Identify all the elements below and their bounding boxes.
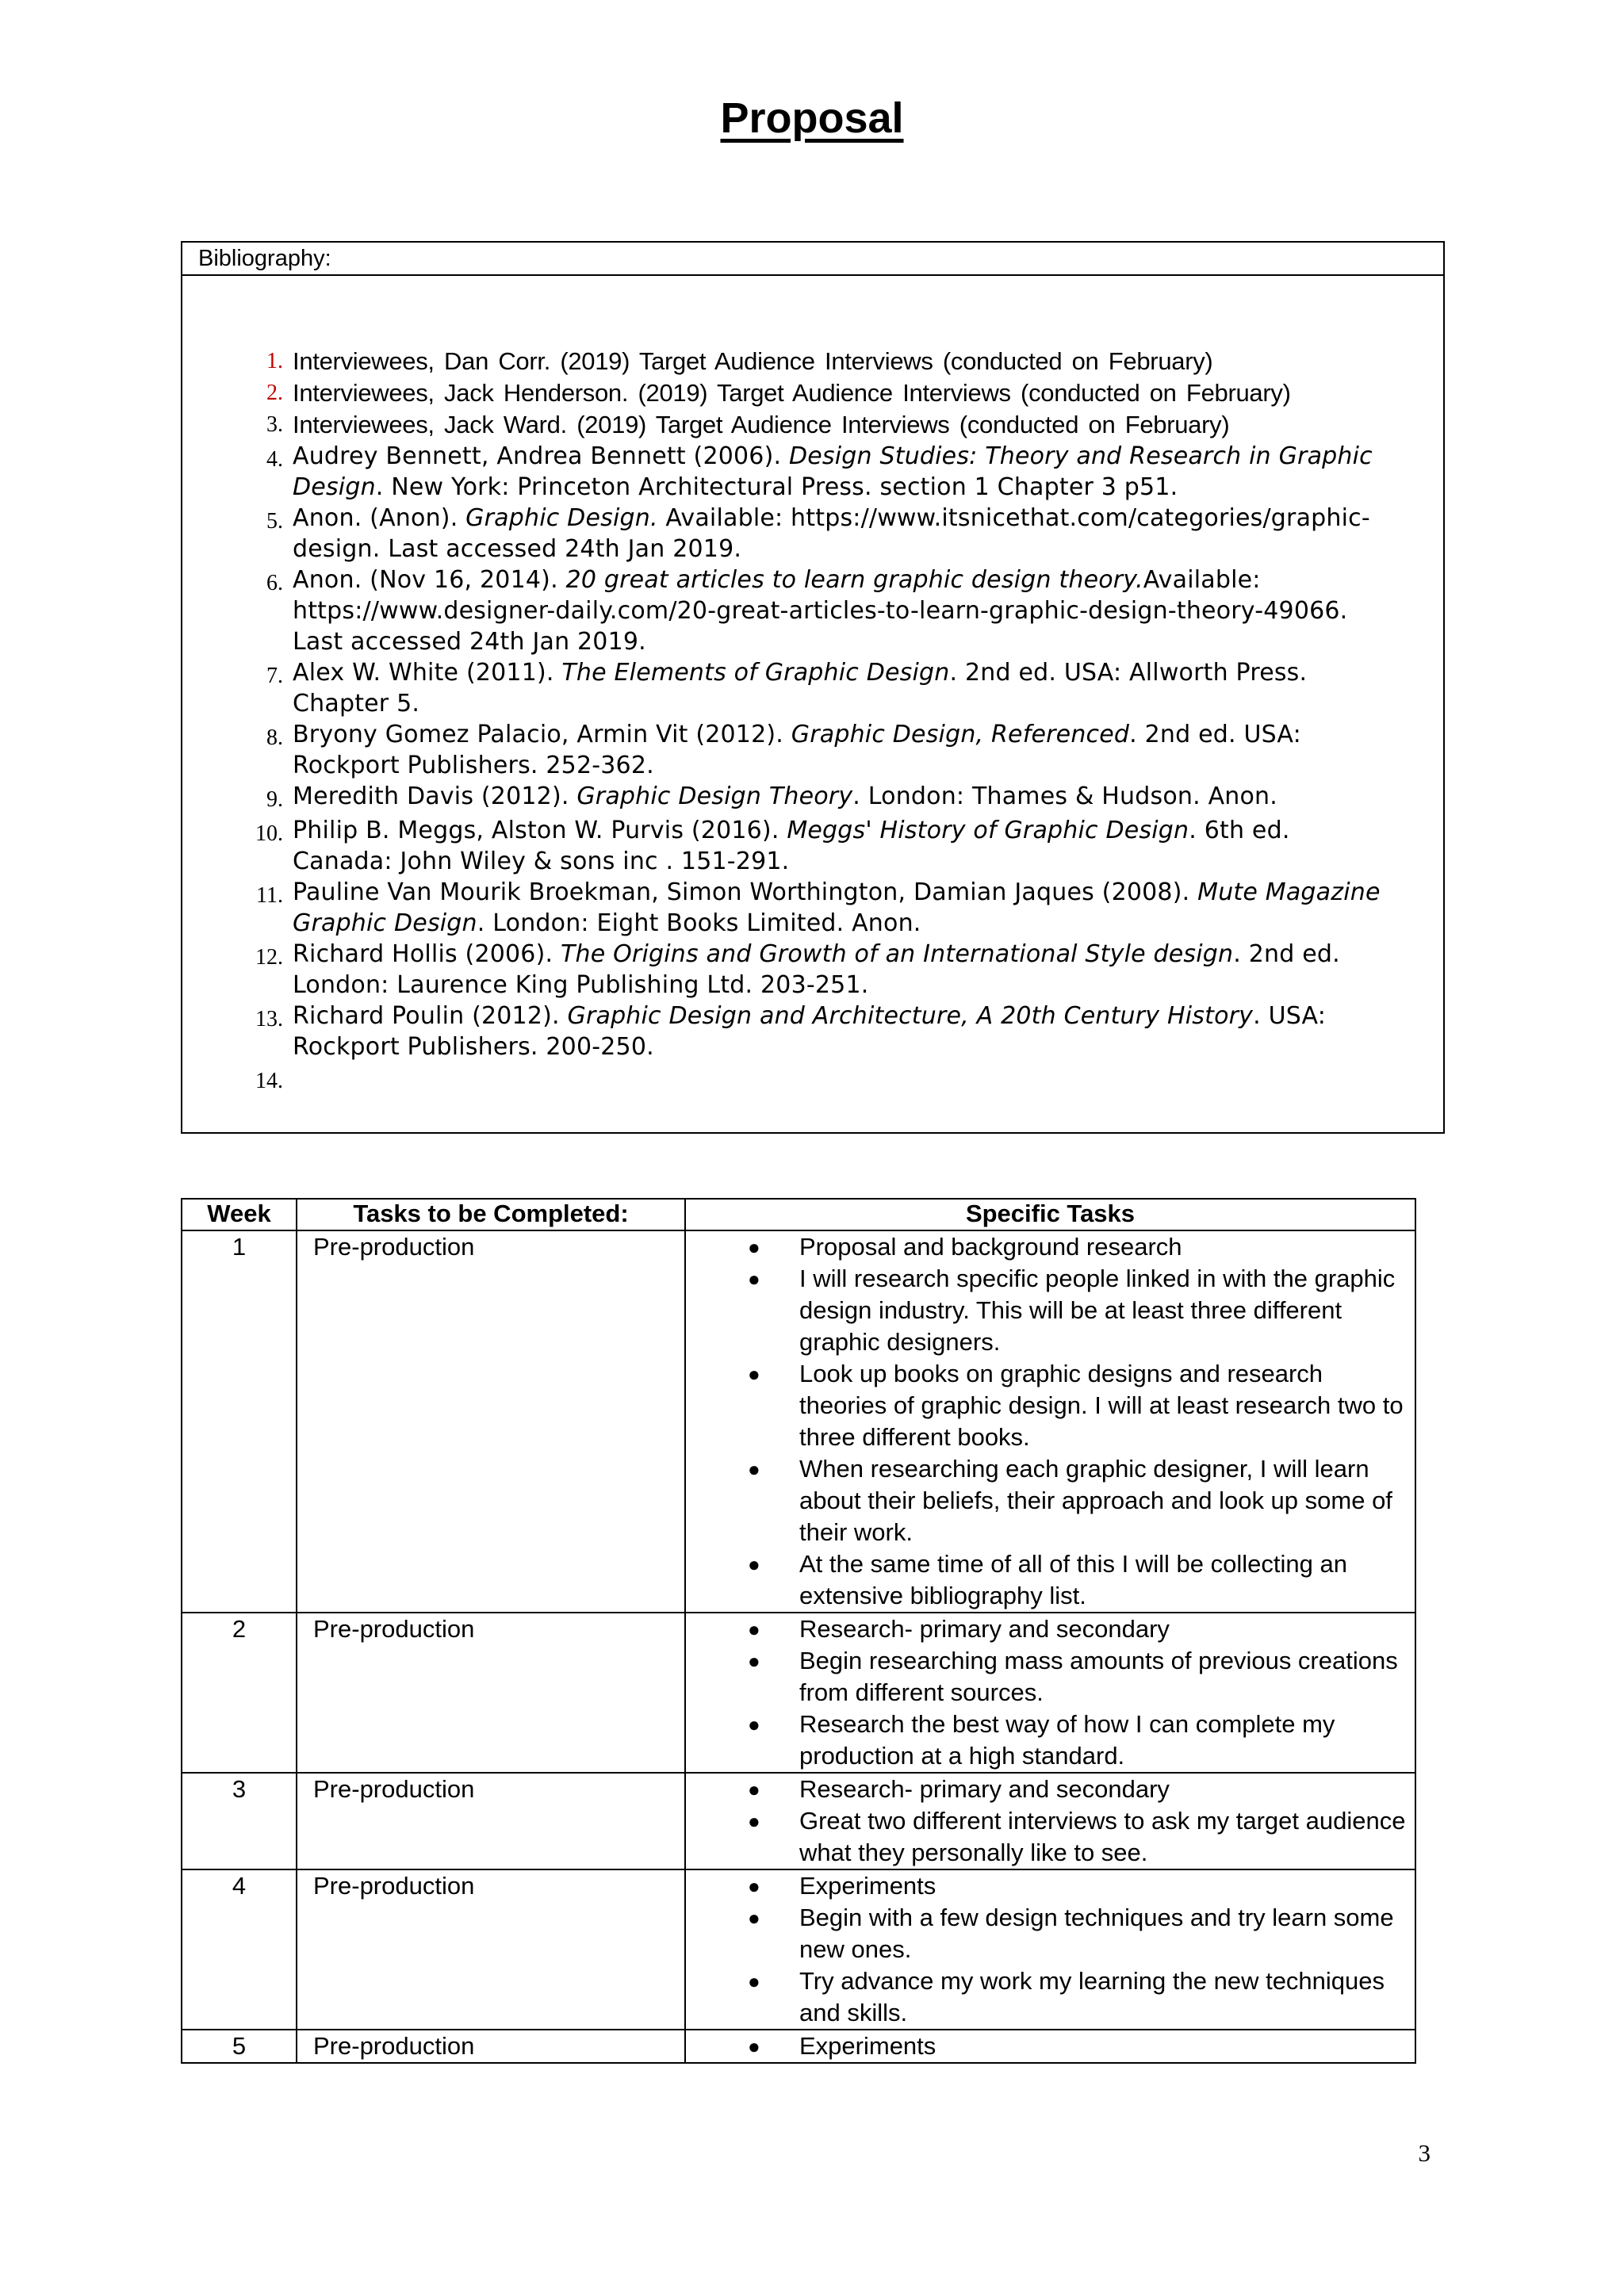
bibliography-entry-text	[293, 346, 1387, 377]
bibliography-entry-segment: . USA: Rockport Publishers. 200-250.	[293, 1002, 1327, 1061]
table-row	[182, 1773, 1415, 1869]
week-cell: 1	[182, 1230, 297, 1613]
bibliography-entry-title: Design Studies: Theory and Research in Graphic Design	[293, 442, 1373, 501]
list-item	[686, 1263, 1415, 1358]
task-cell: Pre-production	[297, 1230, 685, 1613]
specific-tasks-list	[686, 1870, 1415, 2029]
bibliography-entry-text	[293, 657, 1387, 719]
bibliography-entry-title: Meggs' History of Graphic Design	[787, 817, 1189, 844]
bibliography-entry	[182, 409, 1443, 441]
bibliography-entry-segment: Available: https://www.designer-daily.com/20-great-articles-to-learn-graphic-design-theory-49066. Last accessed 24th Jan 2019.	[293, 566, 1348, 656]
bibliography-entry-text	[293, 441, 1387, 503]
bibliography-entry-title: Graphic Design, Referenced	[791, 721, 1130, 748]
bibliography-entry-text	[293, 377, 1387, 409]
bibliography-entry-text	[293, 409, 1387, 441]
specific-task-text: Experiments	[799, 1872, 936, 1900]
bibliography-entry-title: The Elements of Graphic Design	[561, 659, 950, 687]
bibliography-entry-text	[293, 939, 1387, 1001]
bibliography-entry	[182, 719, 1443, 781]
bibliography-entry-segment: . 2nd ed. London: Laurence King Publishing Ltd. 203-251.	[293, 940, 1340, 999]
task-cell: Pre-production	[297, 1613, 685, 1773]
bibliography-entry-segment: Anon. (Anon).	[293, 504, 466, 532]
list-item	[686, 1805, 1415, 1869]
bibliography-entry-title: Graphic Design Theory	[576, 783, 853, 810]
specific-task-text: At the same time of all of this I will be collecting an extensive bibliography list.	[799, 1550, 1347, 1609]
bullet-icon: ●	[748, 1809, 760, 1833]
specific-task-text: Experiments	[799, 2032, 936, 2060]
bibliography-entry-segment: Philip B. Meggs, Alston W. Purvis (2016).	[293, 817, 787, 844]
bibliography-entry-text	[293, 564, 1387, 657]
specific-task-text: When researching each graphic designer, I will learn about their beliefs, their approach and look up some of their work.	[799, 1455, 1392, 1546]
bibliography-entry-segment: . London: Eight Books Limited. Anon.	[477, 909, 921, 937]
specific-task-text: Research- primary and secondary	[799, 1615, 1170, 1643]
list-item	[686, 1774, 1415, 1805]
bibliography-box	[181, 241, 1445, 1134]
bibliography-entry	[182, 377, 1443, 409]
bibliography-entry	[182, 657, 1443, 719]
bibliography-entry-number: 11.	[256, 883, 283, 908]
bibliography-entry-segment: Richard Poulin (2012).	[293, 1002, 568, 1030]
bibliography-entry-segment: Alex W. White (2011).	[293, 659, 562, 687]
specific-tasks-list	[686, 1231, 1415, 1612]
table-row	[182, 2030, 1415, 2063]
list-item	[686, 1870, 1415, 1902]
specific-task-text: I will research specific people linked in with the graphic design industry. This will be at least three different graphic designers.	[799, 1265, 1396, 1356]
bibliography-entry-title: 20 great articles to learn graphic design theory.	[565, 566, 1143, 594]
specific-tasks-cell	[685, 1613, 1415, 1773]
list-item	[686, 1965, 1415, 2029]
bibliography-entry-number: 2.	[266, 381, 283, 405]
bibliography-entry-title: Graphic Design and Architecture, A 20th Century History	[567, 1002, 1254, 1030]
list-item	[686, 1453, 1415, 1548]
list-item	[686, 1645, 1415, 1709]
list-item	[686, 1231, 1415, 1263]
bibliography-entry-segment: Interviewees, Jack Ward. (2019) Target Audience Interviews (conducted on February)	[293, 411, 1230, 438]
bibliography-entry-text	[293, 877, 1387, 939]
bibliography-entry	[182, 346, 1443, 377]
bullet-icon: ●	[748, 1617, 760, 1641]
tasks-table	[181, 1198, 1416, 2064]
page-title: Proposal	[720, 94, 904, 142]
bibliography-entry-segment: . 2nd ed. USA: Allworth Press. Chapter 5.	[293, 659, 1308, 718]
bibliography-entry-number: 10.	[255, 821, 283, 846]
bibliography-entry-number: 14.	[255, 1069, 283, 1093]
bibliography-entry-title: Mute Magazine Graphic Design	[293, 878, 1381, 937]
bibliography-entry-text	[293, 719, 1387, 781]
specific-task-text: Research- primary and secondary	[799, 1775, 1170, 1803]
bibliography-entry-number: 1.	[266, 349, 283, 373]
week-cell: 2	[182, 1613, 297, 1773]
bibliography-entry-segment: . London: Thames & Hudson. Anon.	[852, 783, 1278, 810]
bibliography-entry	[182, 564, 1443, 657]
bibliography-entry-number: 4.	[266, 447, 283, 472]
specific-task-text: Research the best way of how I can complete my production at a high standard.	[799, 1710, 1335, 1770]
specific-task-text: Try advance my work my learning the new techniques and skills.	[799, 1967, 1385, 2026]
bibliography-list	[182, 346, 1443, 1096]
bibliography-entry	[182, 877, 1443, 939]
table-row	[182, 1613, 1415, 1773]
bibliography-entry-segment: Available: https://www.itsnicethat.com/categories/graphic-design. Last accessed 24th Jan 2019.	[293, 504, 1370, 563]
bibliography-entry	[182, 1001, 1443, 1062]
bibliography-entry	[182, 441, 1443, 503]
bibliography-entry-number: 9.	[266, 787, 283, 812]
bibliography-entry-segment: Interviewees, Jack Henderson. (2019) Target Audience Interviews (conducted on February)	[293, 379, 1291, 407]
specific-task-text: Begin researching mass amounts of previous creations from different sources.	[799, 1647, 1398, 1706]
week-cell: 3	[182, 1773, 297, 1869]
bibliography-entry-segment: Pauline Van Mourik Broekman, Simon Worthington, Damian Jaques (2008).	[293, 878, 1198, 906]
bullet-icon: ●	[748, 1552, 760, 1576]
page-number: 3	[1418, 2139, 1431, 2167]
bullet-icon: ●	[748, 1906, 760, 1930]
bullet-icon: ●	[748, 1777, 760, 1801]
bibliography-entry-text	[293, 1062, 1387, 1096]
list-item	[686, 1709, 1415, 1772]
bibliography-entry-number: 12.	[255, 945, 283, 970]
bibliography-entry	[182, 503, 1443, 564]
task-cell: Pre-production	[297, 1869, 685, 2030]
table-row	[182, 1869, 1415, 2030]
specific-tasks-cell	[685, 2030, 1415, 2063]
list-item	[686, 1358, 1415, 1453]
bullet-icon: ●	[748, 1235, 760, 1259]
bibliography-entry-number: 5.	[266, 509, 283, 534]
bullet-icon: ●	[748, 1267, 760, 1291]
specific-task-text: Proposal and background research	[799, 1233, 1182, 1261]
bibliography-entry-number: 7.	[266, 664, 283, 688]
bibliography-entry-segment: Bryony Gomez Palacio, Armin Vit (2012).	[293, 721, 791, 748]
bibliography-entry-segment: . 2nd ed. USA: Rockport Publishers. 252-362.	[293, 721, 1301, 779]
bibliography-entry-title: The Origins and Growth of an International Style design	[560, 940, 1234, 968]
bibliography-entry-segment: Richard Hollis (2006).	[293, 940, 561, 968]
bibliography-entry	[182, 815, 1443, 877]
bullet-icon: ●	[748, 1874, 760, 1898]
list-item	[686, 1902, 1415, 1965]
list-item	[686, 1613, 1415, 1645]
specific-task-text: Great two different interviews to ask my target audience what they personally like to see.	[799, 1807, 1406, 1866]
bibliography-heading: Bibliography:	[182, 243, 1443, 276]
bibliography-entry-segment: Interviewees, Dan Corr. (2019) Target Audience Interviews (conducted on February)	[293, 347, 1213, 375]
header-week: Week	[182, 1199, 297, 1230]
bibliography-entry-segment: . 6th ed. Canada: John Wiley & sons inc . 151-291.	[293, 817, 1290, 875]
bullet-icon: ●	[748, 1712, 760, 1736]
specific-tasks-cell	[685, 1230, 1415, 1613]
week-cell: 4	[182, 1869, 297, 2030]
list-item	[686, 2030, 1415, 2062]
task-cell: Pre-production	[297, 2030, 685, 2063]
bibliography-entry	[182, 781, 1443, 815]
bullet-icon: ●	[748, 2034, 760, 2058]
specific-tasks-list	[686, 1613, 1415, 1772]
bibliography-entry-title: Graphic Design.	[465, 504, 658, 532]
bibliography-entry-segment: . New York: Princeton Architectural Press. section 1 Chapter 3 p51.	[375, 473, 1178, 501]
list-item	[686, 1548, 1415, 1612]
bibliography-entry-number: 6.	[266, 571, 283, 595]
bibliography-entry	[182, 939, 1443, 1001]
bibliography-entry-number: 3.	[266, 412, 283, 437]
bibliography-entry-number: 13.	[255, 1007, 283, 1031]
specific-task-text: Begin with a few design techniques and try learn some new ones.	[799, 1904, 1394, 1963]
specific-tasks-cell	[685, 1773, 1415, 1869]
table-row	[182, 1230, 1415, 1613]
specific-tasks-cell	[685, 1869, 1415, 2030]
bibliography-entry-segment: Anon. (Nov 16, 2014).	[293, 566, 566, 594]
bibliography-entry-text	[293, 1001, 1387, 1062]
week-cell: 5	[182, 2030, 297, 2063]
bullet-icon: ●	[748, 1649, 760, 1673]
bibliography-entry-segment: Meredith Davis (2012).	[293, 783, 577, 810]
bullet-icon: ●	[748, 1457, 760, 1481]
bullet-icon: ●	[748, 1969, 760, 1993]
specific-tasks-list	[686, 2030, 1415, 2062]
bibliography-entry-number: 8.	[266, 725, 283, 750]
specific-tasks-list	[686, 1774, 1415, 1869]
task-cell: Pre-production	[297, 1773, 685, 1869]
bibliography-entry	[182, 1062, 1443, 1096]
tasks-table-header-row	[182, 1199, 1415, 1230]
bibliography-entry-text	[293, 781, 1387, 815]
bibliography-entry-text	[293, 503, 1387, 564]
specific-task-text: Look up books on graphic designs and research theories of graphic design. I will at least research two to three different books.	[799, 1360, 1404, 1451]
header-tasks: Tasks to be Completed:	[297, 1199, 685, 1230]
header-specific-tasks: Specific Tasks	[685, 1199, 1415, 1230]
bibliography-entry-segment: Audrey Bennett, Andrea Bennett (2006).	[293, 442, 789, 470]
bibliography-entry-text	[293, 815, 1387, 877]
bullet-icon: ●	[748, 1362, 760, 1386]
